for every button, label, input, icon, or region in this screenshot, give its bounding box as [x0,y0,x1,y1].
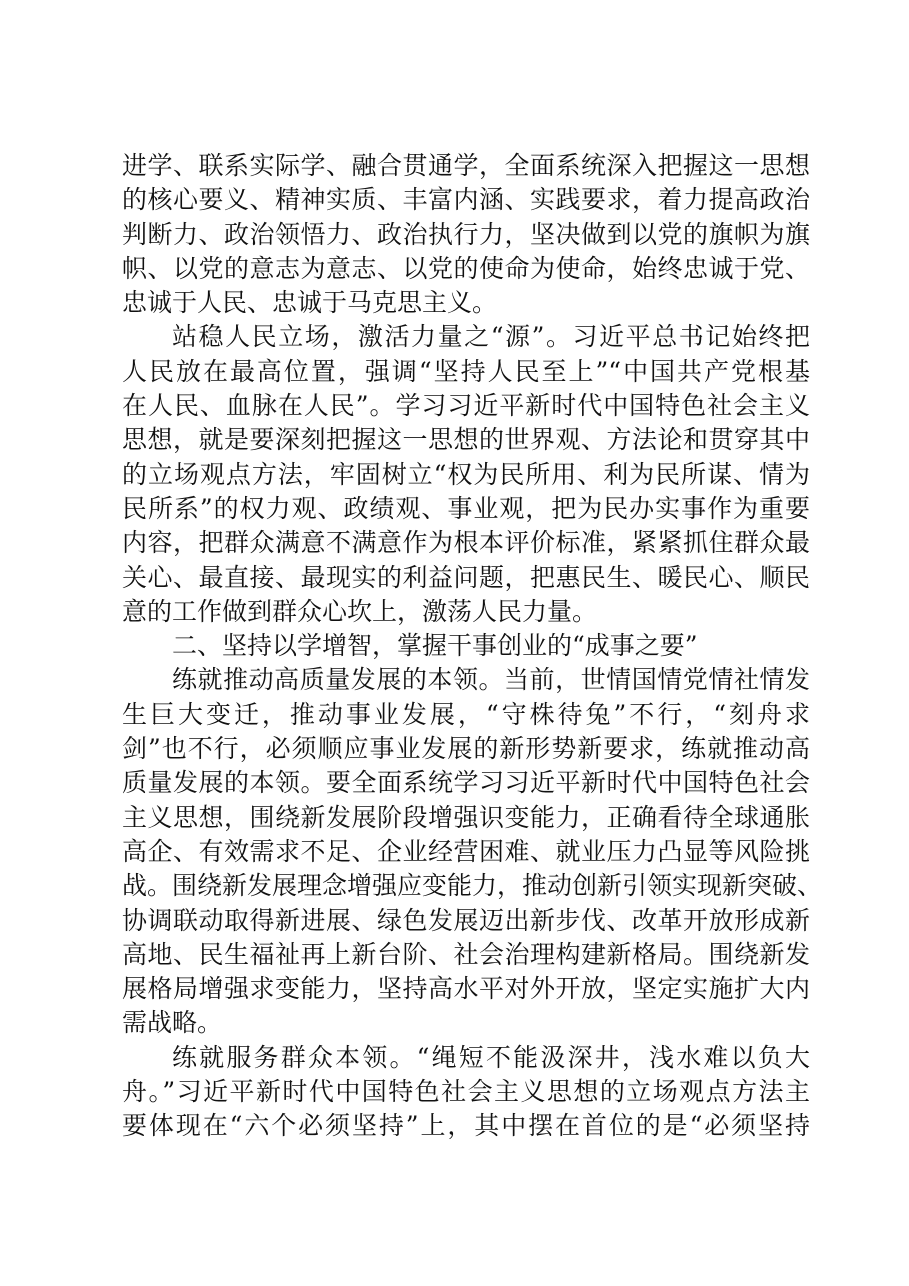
text-line: 二、坚持以学增智，掌握干事创业的“成事之要” [172,631,698,661]
text-line: 练就服务群众本领。“绳短不能汲深井，浅水难以负大 [172,1042,810,1072]
text-line: 意的工作做到群众心坎上，激荡人民力量。 [122,596,598,626]
text-line: 在人民、血脉在人民”。学习习近平新时代中国特色社会主义 [122,391,810,421]
text-line: 内容，把群众满意不满意作为根本评价标准，紧紧抓住群众最 [122,528,810,558]
text-line: 质量发展的本领。要全面系统学习习近平新时代中国特色社会 [122,768,810,798]
text-line: 进学、联系实际学、融合贯通学，全面系统深入把握这一思想 [122,151,810,180]
text-line: 舟。”习近平新时代中国特色社会主义思想的立场观点方法主 [122,1077,810,1107]
text-line: 展格局增强求变能力，坚持高水平对外开放，坚定实施扩大内 [122,974,810,1004]
text-line: 战。围绕新发展理念增强应变能力，推动创新引领实现新突破、 [122,871,823,901]
text-line: 忠诚于人民、忠诚于马克思主义。 [122,288,498,318]
text-line: 的立场观点方法，牢固树立“权为民所用、利为民所谋、情为 [122,459,810,489]
text-line: 要体现在“六个必须坚持”上，其中摆在首位的是“必须坚持 [122,1111,810,1141]
text-line: 的核心要义、精神实质、丰富内涵、实践要求，着力提高政治 [122,185,810,215]
text-line: 高企、有效需求不足、企业经营困难、就业压力凸显等风险挑 [122,836,810,866]
text-line: 民所系”的权力观、政绩观、事业观，把为民办实事作为重要 [122,493,810,523]
text-line: 协调联动取得新进展、绿色发展迈出新步伐、改革开放形成新 [122,905,810,935]
text-line: 判断力、政治领悟力、政治执行力，坚决做到以党的旗帜为旗 [122,219,810,249]
text-line: 人民放在最高位置，强调“坚持人民至上”“中国共产党根基 [122,356,810,386]
text-line: 关心、最直接、最现实的利益问题，把惠民生、暖民心、顺民 [122,562,810,592]
text-line: 练就推动高质量发展的本领。当前，世情国情党情社情发 [172,665,810,695]
text-line: 剑”也不行，必须顺应事业发展的新形势新要求，练就推动高 [122,734,810,764]
text-line: 帜、以党的意志为意志、以党的使命为使命，始终忠诚于党、 [122,253,810,283]
text-line: 需战略。 [122,1008,223,1038]
text-line: 高地、民生福祉再上新台阶、社会治理构建新格局。围绕新发 [122,939,810,969]
document-body [122,149,823,1144]
text-line: 生巨大变迁，推动事业发展，“守株待兔”不行，“刻舟求 [122,699,810,729]
text-line: 站稳人民立场，激活力量之“源”。习近平总书记始终把 [172,322,810,352]
text-line: 主义思想，围绕新发展阶段增强识变能力，正确看待全球通胀 [122,802,810,832]
text-line: 思想，就是要深刻把握这一思想的世界观、方法论和贯穿其中 [122,425,810,455]
